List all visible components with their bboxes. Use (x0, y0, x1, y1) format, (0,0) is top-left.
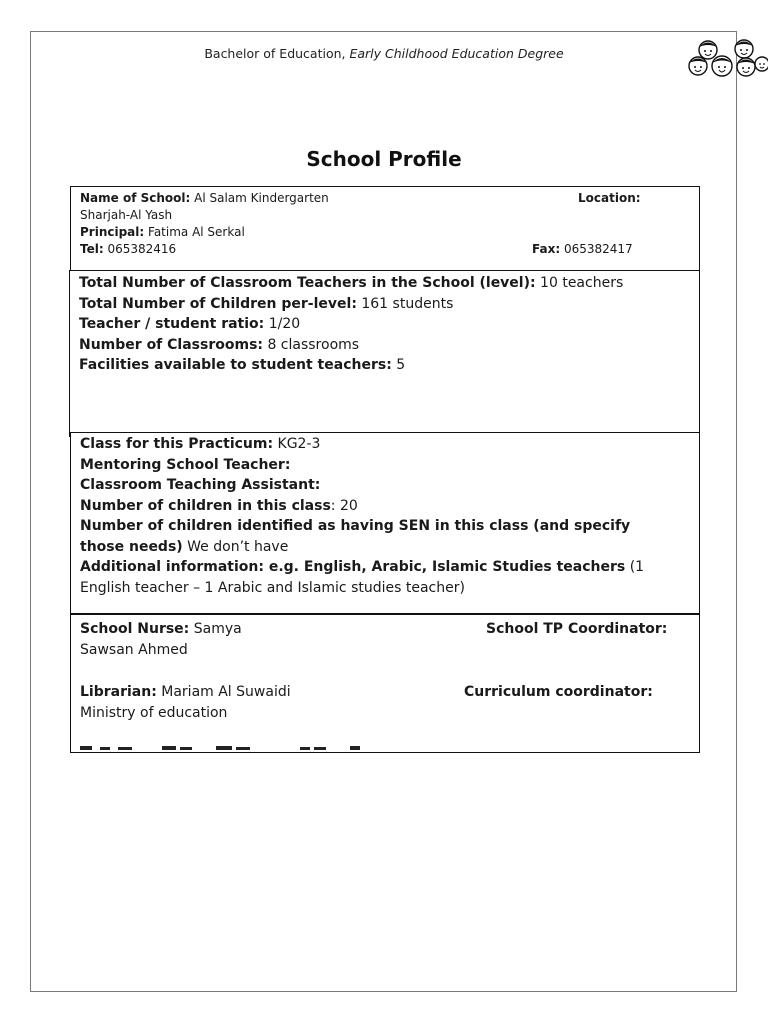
clipped-text-fragment (80, 745, 380, 751)
sen-label-line2: those needs) (80, 538, 183, 555)
classrooms-row (79, 335, 690, 356)
mentor-label: Mentoring School Teacher: (80, 456, 291, 473)
facilities-row (79, 355, 690, 376)
additional-row (80, 557, 690, 578)
class-label: Class for this Practicum: (80, 436, 274, 452)
additional-value-line1: (1 (625, 559, 645, 575)
children-label: Total Number of Children per-level: (79, 295, 357, 312)
librarian-label: Librarian: (80, 684, 157, 700)
classrooms-value: 8 classrooms (263, 336, 360, 353)
curriculum-coordinator-label: Curriculum coordinator: (464, 684, 653, 700)
principal-label: Principal: (80, 225, 145, 239)
children-faces-logo-icon (688, 36, 768, 82)
contact-row (80, 241, 690, 258)
curriculum-coordinator-value: Ministry of education (80, 704, 228, 721)
tel-value: 065382416 (103, 242, 177, 256)
sen-value: We don’t have (182, 538, 289, 555)
sen-row (80, 537, 690, 558)
children-row (79, 294, 690, 315)
school-name-row (80, 190, 690, 207)
school-info-box (70, 186, 700, 272)
teachers-label: Total Number of Classroom Teachers in the School (level): (79, 275, 536, 291)
class-children-label: Number of children in this class (80, 497, 331, 514)
additional-label: Additional information: e.g. English, Arabic, Islamic Studies teachers (80, 559, 626, 575)
practicum-box (70, 432, 700, 614)
assistant-label: Classroom Teaching Assistant: (80, 477, 321, 493)
additional-value-line2: English teacher – 1 Arabic and Islamic studies teacher) (80, 579, 465, 596)
facilities-label: Facilities available to student teachers: (79, 357, 392, 373)
tp-coordinator-label: School TP Coordinator: (486, 621, 668, 637)
fax-value: 065382417 (560, 242, 633, 256)
program-name: Bachelor of Education, (204, 46, 350, 61)
nurse-label: School Nurse: (80, 621, 190, 637)
tp-coordinator-value: Sawsan Ahmed (80, 641, 188, 658)
location-label: Location: (578, 191, 641, 205)
teachers-row (79, 273, 690, 294)
nurse-row (80, 619, 690, 640)
fax-label: Fax: (532, 242, 561, 256)
librarian-value: Mariam Al Suwaidi (156, 684, 291, 700)
degree-name: Early Childhood Education Degree (349, 46, 564, 61)
class-value: KG2-3 (273, 436, 321, 452)
ratio-label: Teacher / student ratio: (79, 316, 265, 332)
tel-label: Tel: (80, 242, 104, 256)
class-children-row (80, 496, 690, 517)
fax-field (532, 241, 633, 258)
class-row (80, 434, 690, 455)
ratio-value: 1/20 (264, 316, 301, 332)
sen-label-line1: Number of children identified as having SEN in this class (and specify (80, 518, 631, 534)
librarian-row (80, 682, 690, 703)
class-children-value: : 20 (330, 497, 358, 514)
facilities-value: 5 (391, 357, 406, 373)
school-stats-box (69, 270, 700, 437)
page-header (0, 46, 768, 61)
classrooms-label: Number of Classrooms: (79, 336, 263, 353)
principal-row (80, 224, 690, 241)
teachers-value: 10 teachers (535, 275, 624, 291)
location-value: Sharjah-Al Yash (80, 208, 173, 222)
staff-box (70, 614, 700, 753)
ratio-row (79, 314, 690, 335)
children-value: 161 students (356, 295, 454, 312)
principal-value: Fatima Al Serkal (144, 225, 245, 239)
school-name-value: Al Salam Kindergarten (190, 191, 329, 205)
nurse-value: Samya (189, 621, 242, 637)
school-name-label: Name of School: (80, 191, 191, 205)
page-title: School Profile (306, 147, 462, 171)
